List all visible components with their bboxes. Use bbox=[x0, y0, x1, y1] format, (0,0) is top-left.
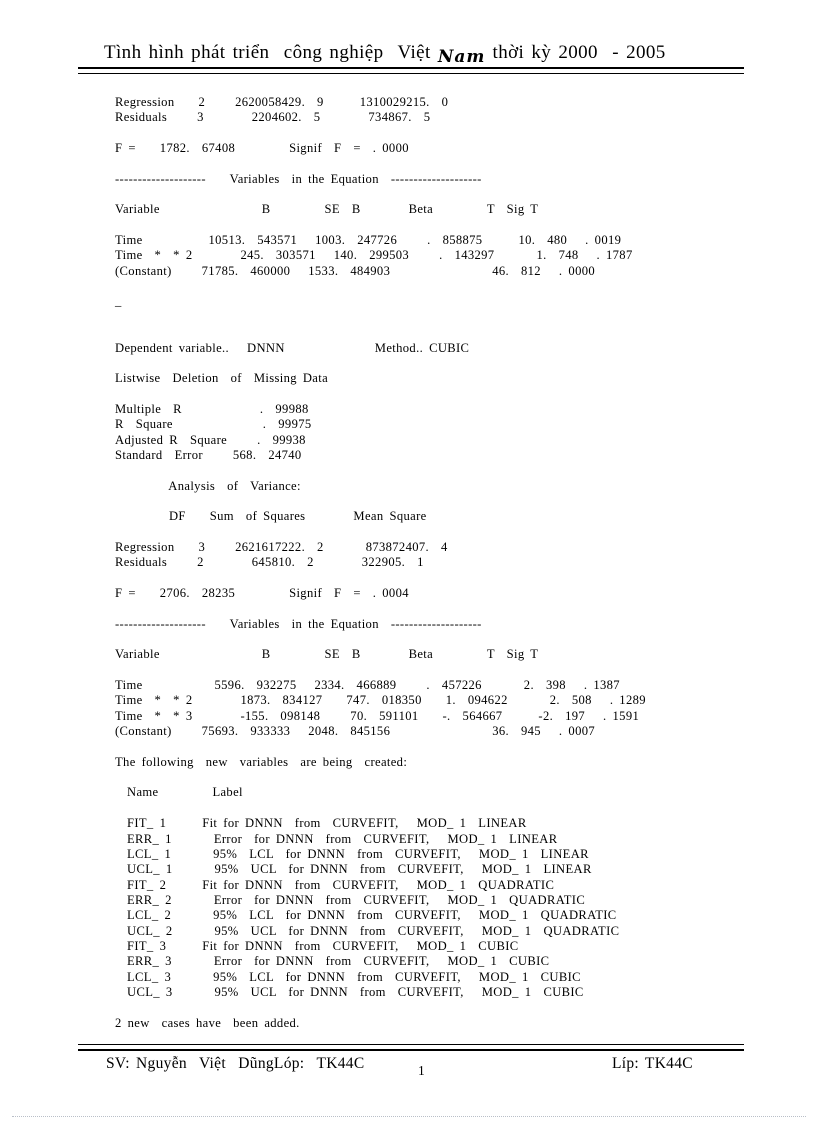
page-title-script-word: Nam bbox=[437, 47, 486, 67]
output-line bbox=[115, 463, 755, 478]
page-title bbox=[78, 42, 744, 67]
output-line: UCL_ 2 95% UCL for DNNN from CURVEFIT, MOD_ 1 QUADRATIC bbox=[115, 923, 620, 938]
output-line: (Constant) 75693. 933333 2048. 845156 36. 945 . 0007 bbox=[115, 724, 596, 739]
page-title-pre: Tình hình phát triển công nghiệp Việt bbox=[104, 42, 438, 63]
output-line: FIT_ 3 Fit for DNNN from CURVEFIT, MOD_ 1 CUBIC bbox=[115, 938, 519, 953]
output-line bbox=[115, 632, 755, 647]
output-line: UCL_ 3 95% UCL for DNNN from CURVEFIT, MOD_ 1 CUBIC bbox=[115, 984, 584, 999]
output-line bbox=[115, 156, 755, 171]
output-line bbox=[115, 1000, 755, 1015]
output-line bbox=[115, 801, 755, 816]
output-line: Dependent variable.. DNNN Method.. CUBIC bbox=[115, 340, 470, 355]
output-line: _ bbox=[115, 294, 122, 309]
output-line: -------------------- Variables in the Equation -------------------- bbox=[115, 171, 482, 186]
page-footer bbox=[78, 1044, 744, 1085]
footer-class: Líp: TK44C bbox=[612, 1055, 693, 1072]
output-line bbox=[115, 663, 755, 678]
output-line: -------------------- Variables in the Equation -------------------- bbox=[115, 616, 482, 631]
output-line: LCL_ 2 95% LCL for DNNN from CURVEFIT, MOD_ 1 QUADRATIC bbox=[115, 908, 617, 923]
output-line: Adjusted R Square . 99938 bbox=[115, 432, 306, 447]
output-line: Regression 2 2620058429. 9 1310029215. 0 bbox=[115, 95, 449, 109]
page-header bbox=[78, 42, 744, 74]
output-line: Residuals 3 2204602. 5 734867. 5 bbox=[115, 110, 431, 125]
output-line: Time * * 2 245. 303571 140. 299503 . 143297 1. 748 . 1787 bbox=[115, 248, 633, 263]
output-line: Listwise Deletion of Missing Data bbox=[115, 371, 329, 386]
output-line: FIT_ 2 Fit for DNNN from CURVEFIT, MOD_ 1 QUADRATIC bbox=[115, 877, 555, 892]
output-line bbox=[115, 356, 755, 371]
output-line: LCL_ 1 95% LCL for DNNN from CURVEFIT, MOD_ 1 LINEAR bbox=[115, 846, 589, 861]
output-line: The following new variables are being created: bbox=[115, 754, 408, 769]
output-line: (Constant) 71785. 460000 1533. 484903 46. 812 . 0000 bbox=[115, 263, 596, 278]
output-line: Variable B SE B Beta T Sig T bbox=[115, 647, 539, 662]
page-title-post: thời kỳ 2000 - 2005 bbox=[485, 42, 666, 63]
output-line: Variable B SE B Beta T Sig T bbox=[115, 202, 539, 217]
output-line: FIT_ 1 Fit for DNNN from CURVEFIT, MOD_ 1 LINEAR bbox=[115, 816, 527, 831]
output-line bbox=[115, 325, 755, 340]
output-line: Standard Error 568. 24740 bbox=[115, 447, 302, 462]
output-line bbox=[115, 187, 755, 202]
bottom-dotted-guide bbox=[12, 1116, 806, 1117]
output-line: ERR_ 3 Error for DNNN from CURVEFIT, MOD_ 1 CUBIC bbox=[115, 954, 550, 969]
output-line: ERR_ 2 Error for DNNN from CURVEFIT, MOD_ 1 QUADRATIC bbox=[115, 892, 586, 907]
output-line: UCL_ 1 95% UCL for DNNN from CURVEFIT, MOD_ 1 LINEAR bbox=[115, 862, 592, 877]
output-line bbox=[115, 387, 755, 402]
output-line: Multiple R . 99988 bbox=[115, 401, 309, 416]
output-line bbox=[115, 601, 755, 616]
footer-author: SV: Nguyễn Việt DũngLóp: TK44C bbox=[106, 1055, 365, 1072]
output-line: Name Label bbox=[115, 785, 243, 800]
output-line: Analysis of Variance: bbox=[115, 478, 301, 493]
output-line: F = 1782. 67408 Signif F = . 0000 bbox=[115, 141, 409, 156]
output-line bbox=[115, 571, 755, 586]
output-line: 2 new cases have been added. bbox=[115, 1015, 300, 1030]
output-line: Time 10513. 543571 1003. 247726 . 858875 10. 480 . 0019 bbox=[115, 233, 622, 248]
output-line bbox=[115, 494, 755, 509]
output-line: Regression 3 2621617222. 2 873872407. 4 bbox=[115, 539, 448, 554]
output-line bbox=[115, 218, 755, 233]
output-line: DF Sum of Squares Mean Square bbox=[115, 509, 427, 524]
page-number: 1 bbox=[418, 1063, 426, 1078]
output-line: F = 2706. 28235 Signif F = . 0004 bbox=[115, 586, 409, 600]
output-line: R Square . 99975 bbox=[115, 417, 312, 432]
output-line: Time * * 2 1873. 834127 747. 018350 1. 094622 2. 508 . 1289 bbox=[115, 693, 646, 708]
output-line: LCL_ 3 95% LCL for DNNN from CURVEFIT, MOD_ 1 CUBIC bbox=[115, 969, 581, 984]
footer-row bbox=[78, 1055, 744, 1085]
output-line bbox=[115, 310, 755, 325]
footer-divider bbox=[78, 1044, 744, 1051]
output-line: Time 5596. 932275 2334. 466889 . 457226 2. 398 . 1387 bbox=[115, 678, 620, 693]
output-line: Residuals 2 645810. 2 322905. 1 bbox=[115, 555, 424, 570]
statistical-output bbox=[115, 95, 755, 1031]
output-line bbox=[115, 770, 755, 785]
output-line: ERR_ 1 Error for DNNN from CURVEFIT, MOD_ 1 LINEAR bbox=[115, 831, 558, 846]
output-line bbox=[115, 739, 755, 754]
output-line: Time * * 3 -155. 098148 70. 591101 -. 564667 -2. 197 . 1591 bbox=[115, 708, 640, 723]
output-line bbox=[115, 126, 755, 141]
output-line bbox=[115, 525, 755, 540]
header-divider bbox=[78, 67, 744, 74]
output-line bbox=[115, 279, 755, 294]
